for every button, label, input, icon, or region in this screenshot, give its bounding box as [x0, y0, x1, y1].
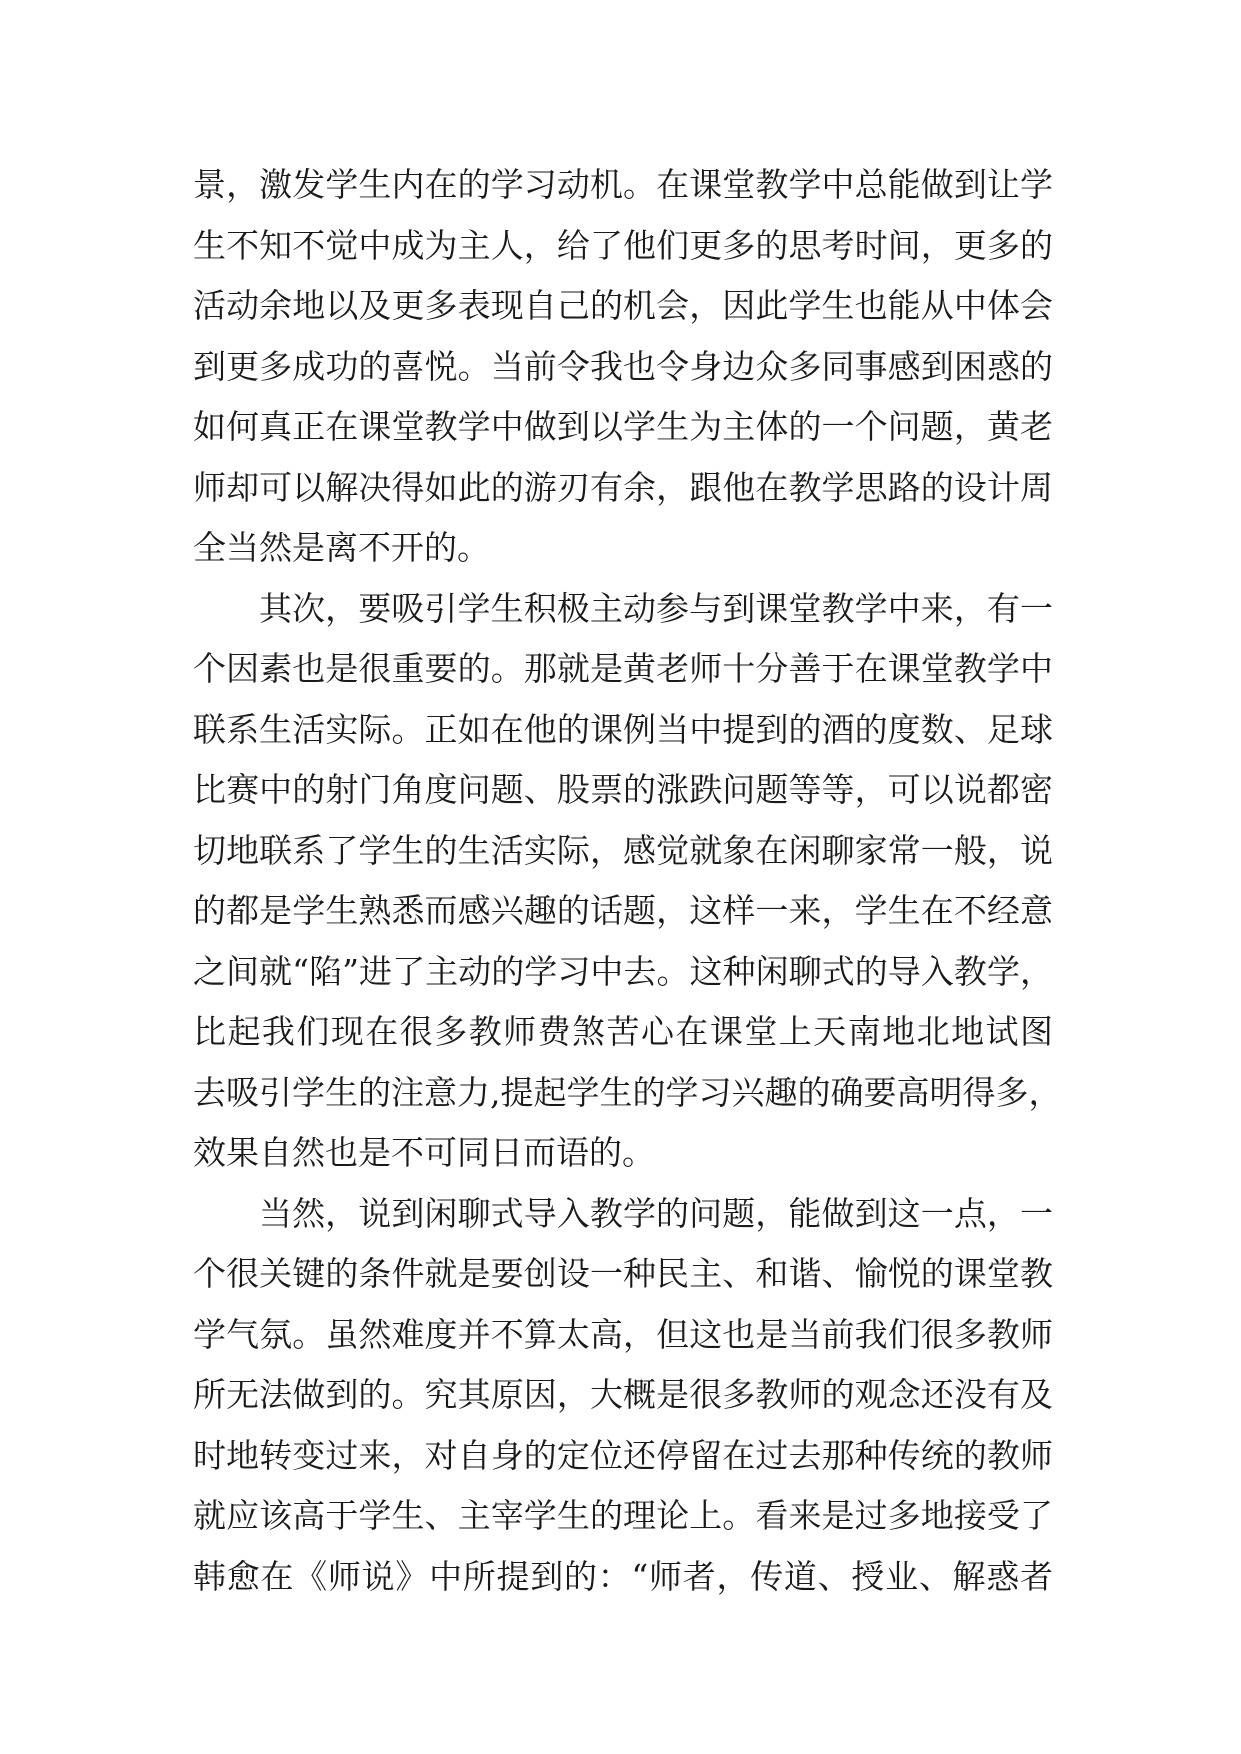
text-line: 其次，要吸引学生积极主动参与到课堂教学中来，有一 [259, 588, 1053, 628]
text-line: 生不知不觉中成为主人，给了他们更多的思考时间，更多的 [193, 225, 1053, 265]
text-line: 的都是学生熟悉而感兴趣的话题，这样一来，学生在不经意 [193, 891, 1053, 930]
text-line: 学气氛。虽然难度并不算太高，但这也是当前我们很多教师 [193, 1314, 1053, 1354]
text-line: 联系生活实际。正如在他的课例当中提到的酒的度数、足球 [193, 709, 1053, 749]
text-line: 当然，说到闲聊式导入教学的问题，能做到这一点，一 [259, 1193, 1053, 1233]
text-line: 时地转变过来，对自身的定位还停留在过去那种传统的教师 [193, 1435, 1053, 1475]
text-line: 景，激发学生内在的学习动机。在课堂教学中总能做到让学 [193, 165, 1053, 204]
text-line: 效果自然也是不可同日而语的。 [193, 1133, 655, 1172]
text-line: 到更多成功的喜悦。当前令我也令身边众多同事感到困惑的 [193, 346, 1053, 386]
paragraph-3 [193, 1184, 1053, 1608]
text-line: 师却可以解决得如此的游刃有余，跟他在教学思路的设计周 [193, 467, 1053, 507]
text-line: 韩愈在《师说》中所提到的：“师者，传道、授业、解惑者 [193, 1556, 1053, 1596]
text-line: 活动余地以及更多表现自己的机会，因此学生也能从中体会 [193, 286, 1053, 325]
body-text [193, 155, 1062, 1607]
text-line: 个很关键的条件就是要创设一种民主、和谐、愉悦的课堂教 [193, 1254, 1053, 1293]
text-line: 全当然是离不开的。 [193, 528, 490, 567]
text-line: 切地联系了学生的生活实际，感觉就象在闲聊家常一般，说 [193, 830, 1053, 870]
text-line: 比赛中的射门角度问题、股票的涨跌问题等等，可以说都密 [193, 770, 1053, 809]
paragraph-1 [193, 155, 1053, 579]
text-line: 就应该高于学生、主宰学生的理论上。看来是过多地接受了 [193, 1496, 1053, 1535]
text-line: 个因素也是很重要的。那就是黄老师十分善于在课堂教学中 [193, 649, 1053, 688]
text-line: 如何真正在课堂教学中做到以学生为主体的一个问题，黄老 [193, 407, 1053, 446]
paragraph-2 [193, 579, 1062, 1184]
text-line: 比起我们现在很多教师费煞苦心在课堂上天南地北地试图 [193, 1012, 1053, 1051]
text-line: 去吸引学生的注意力,提起学生的学习兴趣的确要高明得多， [193, 1072, 1062, 1112]
text-line: 之间就“陷”进了主动的学习中去。这种闲聊式的导入教学， [193, 951, 1053, 991]
text-line: 所无法做到的。究其原因，大概是很多教师的观念还没有及 [193, 1375, 1053, 1414]
